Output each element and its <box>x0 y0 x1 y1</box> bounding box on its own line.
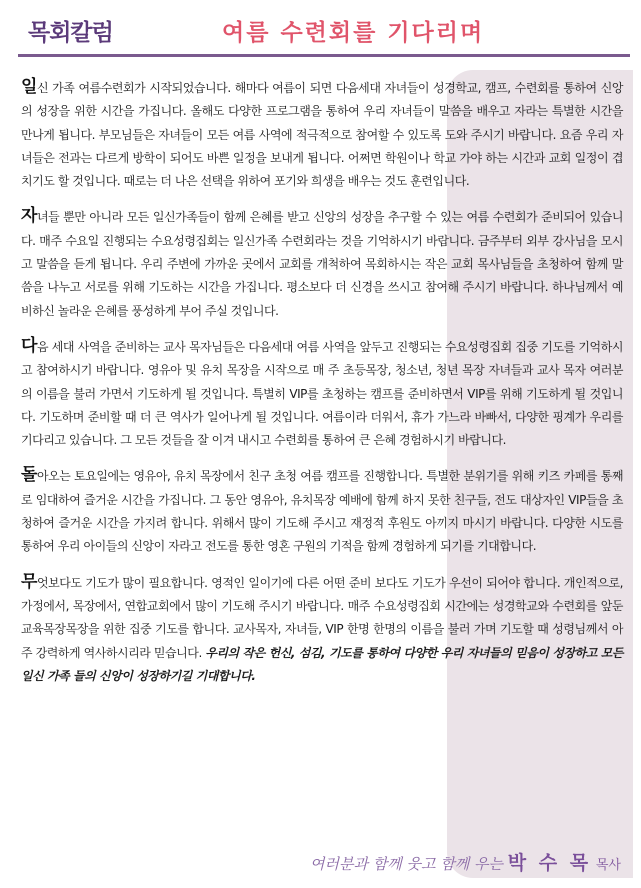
author-name: 박 수 목 <box>507 852 592 874</box>
emphasis-text: 우리의 작은 헌신, 섬김, 기도를 통하여 다양한 우리 자녀들의 믿음이 성장하고 모든 일신 가족 들의 신앙이 성장하기길 기대합니다. <box>21 645 623 683</box>
paragraph-3 <box>21 335 623 452</box>
paragraph-text: 신 가족 여름수련회가 시작되었습니다. 해마다 여름이 되면 다음세대 자녀들이 성경학교, 캠프, 수련회를 통하여 신앙의 성장을 위한 시간을 가집니다. 올해도 다양한 프로그램을 통하여 우리 자녀들이 말씀을 배우고 자라는 특별한 시간을 만나게 됩니다. 부모님들은 자녀들이 모든 여름 사역에 적극적으로 참여할 수 있도록 도와 주시기 바랍니다. 요즘 우리 자녀들은 전과는 다르게 방학이 되어도 바쁜 일정을 보내게 됩니다. 어쩌면 학원이나 학교 가야 하는 시간과 교회 일정이 겹치기도 할 것입니다. 때로는 더 나은 선택을 위하여 포기와 희생을 배우는 것도 훈련입니다. <box>21 81 623 189</box>
paragraph-2 <box>21 205 623 322</box>
drop-cap: 일 <box>21 77 37 97</box>
paragraph-1 <box>21 76 623 193</box>
paragraph-text: 아오는 토요일에는 영유아, 유치 목장에서 친구 초청 여름 캠프를 진행합니다. 특별한 분위기를 위해 키즈 카페를 통째로 임대하여 즐거운 시간을 가집니다. 그 동안 영유아, 유치목장 예배에 함께 하지 못한 친구들, 전도 대상자인 VIP들을 초청하여 즐거운 시간을 가지려 합니다. 위해서 많이 기도해 주시고 재정적 후원도 아끼지 마시기 바랍니다. 다양한 시도를 통하여 우리 아이들의 신앙이 자라고 전도를 통한 영혼 구원의 기적을 함께 경험하게 되기를 기대합니다. <box>21 469 623 554</box>
paragraph-text: 엇보다도 기도가 많이 필요합니다. 영적인 일이기에 다른 어떤 준비 보다도 기도가 우선이 되어야 합니다. 개인적으로, 가정에서, 목장에서, 연합교회에서 많이 기도해 주시기 바랍니다. 매주 수요성령집회 시간에는 성경학교와 수련회를 앞둔 교육목장목장을 위한 집중 기도를 합니다. 교사목자, 자녀들, VIP 한명 한명의 이름을 불러 가며 기도할 때 성령님께서 아주 강력하게 역사하시리라 믿습니다. <box>21 575 623 660</box>
paragraph-text: 음 세대 사역을 준비하는 교사 목자님들은 다음세대 여름 사역을 앞두고 진행되는 수요성령집회 집중 기도를 기억하시고 참여하시기 바랍니다. 영유아 및 유치 목장을 시작으로 매 주 초등목장, 청소년, 청년 목장 자녀들과 교사 목자 여러분의 이름을 불러 가면서 기도하게 될 것입니다. 특별히 VIP를 초청하는 캠프를 준비하면서 VIP를 위해 기도하게 될 것입니다. 기도하며 준비할 때 더 큰 역사가 일어나게 될 것입니다. 여름이라 더워서, 휴가 가느라 바빠서, 다양한 핑계가 우리를 기다리고 있습니다. 그 모든 것들을 잘 이겨 내시고 수련회를 통하여 큰 은혜 경험하시기 바랍니다. <box>21 339 623 448</box>
header-divider <box>18 54 630 57</box>
column-label: 목회칼럼 <box>28 20 113 46</box>
signature <box>310 848 621 875</box>
article-title: 여름 수련회를 기다리며 <box>222 20 485 46</box>
drop-cap: 돌 <box>21 465 37 486</box>
signature-lead: 여러분과 함께 웃고 함께 우는 <box>310 855 504 873</box>
header <box>0 0 641 56</box>
paragraph-5 <box>21 571 623 688</box>
drop-cap: 자 <box>21 206 37 227</box>
drop-cap: 무 <box>21 571 37 592</box>
author-title: 목사 <box>595 858 621 873</box>
article-body <box>21 76 623 700</box>
paragraph-4 <box>21 464 623 558</box>
drop-cap: 다 <box>21 335 37 356</box>
paragraph-text: 녀들 뿐만 아니라 모든 일신가족들이 함께 은혜를 받고 신앙의 성장을 추구할 수 있는 여름 수련회가 준비되어 있습니다. 매주 수요일 진행되는 수요성령집회는 일신가족 수련회라는 것을 기억하시기 바랍니다. 금주부터 외부 강사님을 모시고 말씀을 듣게 됩니다. 우리 주변에 가까운 곳에서 교회를 개척하여 목회하시는 작은 교회 목사님들을 초청하여 함께 말씀을 나누고 서로를 위해 기도하는 시간을 가집니다. 평소보다 더 신경을 쓰시고 참여해 주시기 바랍니다. 하나님께서 예비하신 놀라운 은혜를 풍성하게 부어 주실 것입니다. <box>21 210 623 318</box>
